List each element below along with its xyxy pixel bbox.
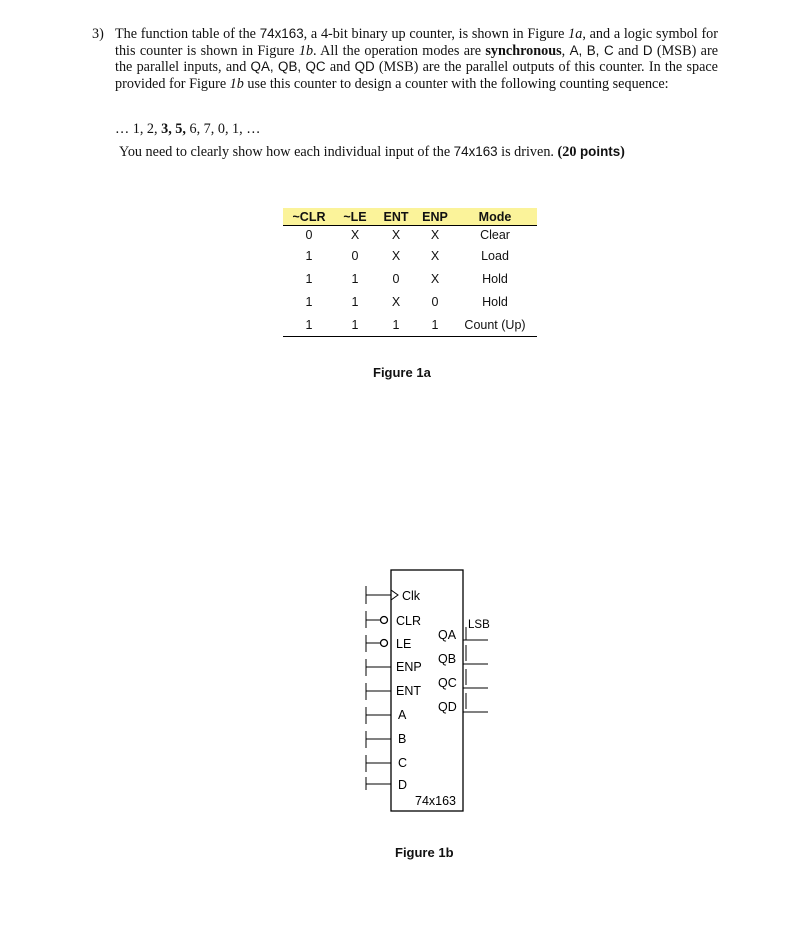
column-header: ~CLR: [283, 208, 335, 226]
table-cell: 1: [283, 313, 335, 337]
figure-ref: 1b: [298, 42, 314, 59]
clr-inversion-bubble-icon: [381, 617, 388, 624]
table-cell: X: [430, 271, 440, 286]
pin-label-clr: CLR: [396, 614, 422, 628]
table-cell: X: [430, 228, 440, 242]
pin-label-a: A: [398, 708, 407, 722]
text-fragment: (MSB) are the parallel inputs, and: [115, 42, 718, 76]
table-cell: Hold: [482, 271, 508, 286]
table-cell: X: [391, 228, 401, 242]
pin-label-d: D: [398, 778, 408, 792]
le-inversion-bubble-icon: [381, 640, 388, 647]
sequence-bold: 3, 5,: [161, 121, 186, 137]
output-names: QA, QB, QC: [250, 59, 326, 75]
figure-ref: 1a: [568, 26, 583, 42]
text-fragment: , and a logic symbol for this counter is shown in Figure: [115, 26, 718, 59]
column-header: ENP: [417, 208, 453, 226]
sequence-part: 6, 7, 0, 1, …: [185, 121, 261, 137]
pin-label-qa: QA: [438, 628, 457, 642]
table-cell: 0: [431, 294, 439, 309]
pin-label-enp: ENP: [396, 660, 422, 674]
table-cell: Hold: [482, 294, 508, 309]
table-cell: 1: [305, 294, 313, 309]
table-cell: 0: [305, 228, 313, 242]
table-cell: 1: [417, 313, 453, 337]
text-fragment: . All the operation modes are: [313, 42, 486, 59]
input-msb: D: [642, 42, 653, 58]
table-cell: 0: [392, 271, 400, 286]
table-cell: 1: [305, 248, 313, 263]
text-fragment: You need to clearly show how each individual input of the: [119, 144, 454, 160]
sequence-part: … 1, 2,: [115, 121, 162, 137]
text-fragment: use this counter to design a counter with the following counting sequence:: [243, 75, 669, 92]
column-header: ~LE: [335, 208, 375, 226]
lsb-label: LSB: [468, 619, 490, 631]
table-cell: 1: [305, 271, 313, 286]
pin-label-ent: ENT: [396, 684, 421, 698]
points: points: [579, 144, 621, 159]
table-cell: X: [391, 294, 401, 309]
text-fragment: The function table of the: [115, 26, 260, 42]
table-cell: X: [350, 228, 360, 242]
table-cell: 1: [375, 313, 417, 337]
points: ): [620, 144, 625, 160]
column-header: Mode: [453, 208, 537, 226]
pin-label-qb: QB: [438, 652, 457, 666]
figure-1a-caption: Figure 1a: [373, 365, 431, 380]
table-cell: Load: [481, 248, 509, 263]
table-cell: Count (Up): [453, 313, 537, 337]
table-cell: 1: [351, 294, 359, 309]
table-cell: 1: [335, 313, 375, 337]
pin-label-qd: QD: [438, 700, 457, 714]
text-fragment: , a 4-bit binary up counter, is shown in Figure: [303, 26, 569, 42]
text-fragment: is driven.: [497, 144, 558, 160]
text-fragment: and: [325, 59, 355, 76]
pin-label-qc: QC: [438, 676, 457, 690]
output-msb: QD: [354, 59, 375, 75]
table-cell: X: [391, 248, 401, 263]
table-cell: 1: [351, 271, 359, 286]
pin-label-clk: Clk: [402, 589, 421, 603]
table-cell: 0: [351, 248, 359, 263]
chip-name: 74x163: [453, 144, 498, 159]
emphasis: synchronous: [485, 42, 562, 59]
table-cell: Clear: [480, 228, 510, 242]
text-fragment: ,: [561, 42, 570, 59]
pin-label-b: B: [398, 732, 407, 746]
pin-label-le: LE: [396, 637, 412, 651]
part-number-label: 74x163: [415, 794, 457, 808]
question-number: 3): [92, 26, 104, 42]
clock-triangle-icon: [391, 590, 398, 600]
figure-1b-caption: Figure 1b: [395, 845, 454, 860]
text-fragment: (MSB) are the parallel outputs of this counter. In the space provided for Figure: [115, 59, 718, 92]
chip-name: 74x163: [259, 26, 304, 41]
pin-label-c: C: [398, 756, 408, 770]
table-cell: X: [430, 248, 440, 263]
figure-ref: 1b: [229, 75, 244, 92]
text-fragment: and: [613, 42, 643, 59]
points: (20: [557, 144, 580, 160]
column-header: ENT: [375, 208, 417, 226]
input-names: A, B, C: [569, 42, 614, 58]
